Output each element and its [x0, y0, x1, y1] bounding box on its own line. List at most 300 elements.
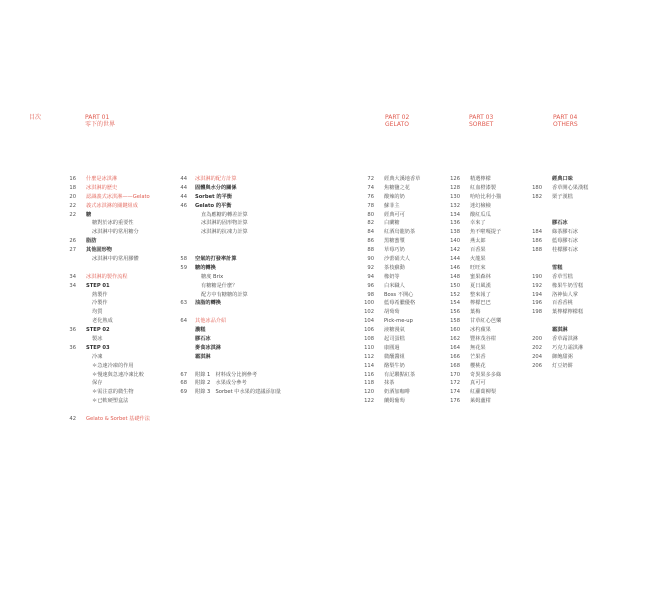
page-number: 154: [450, 300, 460, 307]
toc-entry: [62, 362, 174, 371]
toc-entry: [62, 184, 174, 193]
entry-title: 奶酒加咖啡: [384, 389, 410, 396]
page-number: 158: [450, 318, 460, 325]
toc-entry: [356, 255, 446, 264]
entry-title: 直為應糖的轉差計算: [201, 211, 248, 218]
toc-entry: [442, 211, 532, 220]
toc-entry: [442, 326, 532, 335]
toc-entry: [62, 228, 174, 237]
part-02-number: PART 02: [385, 114, 410, 121]
page-number: [62, 228, 76, 237]
entry-title: 附錄 1 材料成分比例參考: [195, 371, 258, 378]
toc-entry: [173, 353, 373, 362]
toc-entry: [62, 193, 174, 202]
entry-title: 認識義式冰淇淋——Gelato: [86, 193, 150, 200]
entry-title: 櫻桃花: [470, 362, 486, 369]
entry-title: 什麼是冰淇淋: [86, 176, 118, 182]
toc-entry: [356, 175, 446, 184]
page-number: 184: [532, 229, 542, 236]
toc-entry: [356, 202, 446, 211]
part-01-title: 零下的世界: [85, 121, 116, 128]
toc-entry: [356, 193, 446, 202]
toc-entry: [442, 379, 532, 388]
page-number: 76: [367, 193, 374, 200]
toc-entry: [62, 175, 174, 184]
page-number: [62, 406, 76, 415]
toc-entry: [62, 371, 174, 380]
entry-title: 膠石冰: [552, 220, 568, 227]
page-number: 67: [180, 371, 187, 378]
entry-title: Gelato 的平衡: [195, 202, 232, 209]
page-number: 186: [532, 238, 542, 245]
toc-entry: [524, 211, 624, 220]
page-number: 96: [367, 282, 374, 289]
toc-entry: [62, 299, 174, 308]
toc-entry: [62, 291, 174, 300]
page-number: 88: [367, 247, 374, 254]
toc-entry: [356, 397, 446, 406]
part-04-title: OTHERS: [553, 121, 578, 128]
entry-title: ＊需注意的微生物: [92, 389, 134, 396]
page-number: 138: [450, 229, 460, 236]
toc-entry: [442, 175, 532, 184]
part-01-heading: [85, 114, 115, 128]
toc-entry: [442, 299, 532, 308]
page-number: [173, 308, 187, 317]
entry-title: 濃糕: [195, 327, 206, 334]
page-number: 16: [69, 176, 76, 182]
page-number: 86: [367, 238, 374, 245]
entry-title: 膠石冰: [195, 336, 211, 343]
entry-title: 香草霜淇淋: [552, 336, 578, 343]
page-number: 34: [69, 282, 76, 289]
page-number: [173, 344, 187, 353]
toc-entry: [62, 415, 174, 424]
toc-entry: [442, 317, 532, 326]
toc-entry: [442, 397, 532, 406]
entry-title: 附錄 3 Sorbet 中水果的建議添加量: [195, 389, 281, 396]
entry-title: 葉梅: [470, 309, 481, 316]
page-number: 142: [450, 247, 460, 254]
page-number: [524, 317, 542, 326]
page-number: 116: [364, 371, 374, 378]
entry-title: 紅蘿蔔柳梨: [470, 389, 496, 396]
toc-entry: [62, 202, 174, 211]
part-04-number: PART 04: [553, 114, 578, 121]
toc-entry: [442, 371, 532, 380]
entry-title: 蘇菲主: [384, 202, 400, 209]
entry-title: 均質: [92, 309, 103, 316]
toc-entry: [356, 362, 446, 371]
toc-entry: [173, 202, 373, 211]
toc-entry: [524, 184, 624, 193]
page-number: 140: [450, 238, 460, 245]
page-number: 152: [450, 291, 460, 298]
entry-title: 桂檬膠石冰: [552, 247, 578, 254]
toc-entry: [356, 326, 446, 335]
page-number: 78: [367, 202, 374, 209]
toc-entry: [62, 273, 174, 282]
toc-entry: [442, 237, 532, 246]
entry-title: 沙蕾硝夫人: [384, 256, 410, 263]
toc-entry: [62, 219, 174, 228]
toc-entry: [356, 264, 446, 273]
toc-entry: [62, 211, 174, 220]
part-03-heading: [469, 114, 493, 128]
toc-entry: [442, 255, 532, 264]
toc-column-5: [524, 175, 624, 371]
entry-title: 百香果: [470, 247, 486, 254]
toc-entry: [173, 317, 373, 326]
entry-title: 起司蛋糕: [384, 336, 405, 343]
page-number: [173, 273, 187, 282]
toc-entry: [173, 175, 373, 184]
entry-title: 葉檸檬檸檬糕: [552, 309, 584, 316]
page-number: 27: [69, 247, 76, 254]
entry-title: ＊已軟硬塑盒法: [92, 398, 129, 405]
entry-title: 橡果牛奶雪糕: [552, 282, 584, 289]
page-number: 74: [367, 184, 374, 191]
toc-entry: [356, 317, 446, 326]
toc-entry: [442, 291, 532, 300]
page-number: 156: [450, 309, 460, 316]
toc-column-3: [356, 175, 446, 406]
entry-title: 糖對於冰的重要性: [92, 220, 134, 227]
entry-title: 精選檸檬: [470, 176, 491, 182]
page-number: 194: [532, 291, 542, 298]
toc-entry: [442, 202, 532, 211]
toc-entry: [62, 237, 174, 246]
toc-entry: [62, 388, 174, 397]
toc-entry: [62, 326, 174, 335]
page-number: 122: [364, 398, 374, 405]
toc-entry: [442, 282, 532, 291]
page-number: [62, 362, 76, 371]
entry-title: 百香香桃: [552, 300, 573, 307]
toc-entry: [524, 282, 624, 291]
page-number: 202: [532, 344, 542, 351]
page-number: 92: [367, 264, 374, 271]
toc-entry: [442, 219, 532, 228]
entry-title: Sorbet 的平衡: [195, 193, 232, 200]
toc-entry: [524, 308, 624, 317]
page-number: 102: [364, 309, 374, 316]
page-number: [173, 228, 187, 237]
page-number: 190: [532, 273, 542, 280]
page-number: 188: [532, 247, 542, 254]
page-number: 196: [532, 300, 542, 307]
toc-entry: [356, 335, 446, 344]
entry-title: 雪糕: [552, 264, 563, 271]
page-number: [173, 211, 187, 220]
entry-title: 冷凍: [92, 353, 103, 360]
page-number: 64: [180, 318, 187, 325]
toc-entry: [173, 246, 373, 255]
page-number: 72: [367, 176, 374, 182]
toc-entry: [524, 299, 624, 308]
toc-entry: [442, 193, 532, 202]
entry-title: 迷幻檢檢: [470, 202, 491, 209]
page-number: [173, 237, 187, 246]
toc-entry: [442, 308, 532, 317]
page-number: [173, 219, 187, 228]
page-number: 172: [450, 380, 460, 387]
page-number: 18: [69, 184, 76, 191]
toc-entry: [524, 326, 624, 335]
page-number: 58: [180, 256, 187, 263]
toc-entry: [442, 388, 532, 397]
entry-title: 康圓過: [384, 344, 400, 351]
toc-entry: [62, 264, 174, 273]
toc-entry: [356, 211, 446, 220]
page-number: 90: [367, 256, 374, 263]
page-number: [62, 291, 76, 300]
entry-title: 冰淇淋的抗凍力計算: [201, 229, 248, 236]
toc-entry: [356, 291, 446, 300]
toc-column-2: [173, 175, 373, 397]
toc-entry: [524, 317, 624, 326]
entry-title: 紅血橙漆製: [470, 184, 496, 191]
entry-title: 附錄 2 水果成分參考: [195, 380, 247, 387]
page-number: [173, 326, 187, 335]
toc-entry: [356, 228, 446, 237]
entry-title: 栗子漢糕: [552, 193, 573, 200]
part-03-number: PART 03: [469, 114, 494, 121]
page-number: [173, 335, 187, 344]
toc-entry: [173, 308, 373, 317]
entry-title: 藍莓希臘優格: [384, 300, 416, 307]
entry-title: 蘭姆葡萄: [384, 398, 405, 405]
page-number: 204: [532, 353, 542, 360]
toc-entry: [62, 282, 174, 291]
page-number: 130: [450, 193, 460, 200]
toc-entry: [173, 228, 373, 237]
toc-entry: [356, 184, 446, 193]
page-number: [173, 246, 187, 255]
page-number: 118: [364, 380, 374, 387]
entry-title: 魚不啦嘎提子: [470, 229, 502, 236]
toc-entry: [356, 237, 446, 246]
page-number: [173, 353, 187, 362]
page-number: 160: [450, 327, 460, 334]
toc-entry: [62, 246, 174, 255]
page-number: 104: [364, 318, 374, 325]
entry-title: 冰淇淋的配方計算: [195, 176, 237, 182]
page-number: [524, 264, 542, 273]
toc-entry: [524, 219, 624, 228]
entry-title: 油脂的轉換: [195, 300, 221, 307]
page-number: 200: [532, 336, 542, 343]
entry-title: 焦糖鹽之花: [384, 184, 410, 191]
page-number: 134: [450, 211, 460, 218]
page-number: 180: [532, 184, 542, 191]
entry-title: 保存: [92, 380, 103, 387]
page-number: 168: [450, 362, 460, 369]
page-number: 166: [450, 353, 460, 360]
toc-entry: [524, 193, 624, 202]
entry-title: 微醺醬組: [384, 353, 405, 360]
toc-entry: [62, 397, 174, 406]
entry-title: 巧克力霜淇淋: [552, 344, 584, 351]
toc-entry: [442, 264, 532, 273]
page-number: [524, 175, 542, 184]
entry-title: Boss 不開心: [384, 291, 414, 298]
page-number: [524, 202, 542, 211]
page-number: [524, 255, 542, 264]
entry-title: 茶枝蘇動: [384, 264, 405, 271]
toc-entry: [356, 379, 446, 388]
toc-entry: [173, 291, 373, 300]
entry-title: 紅酒烏龍奶茶: [384, 229, 416, 236]
entry-title: 冰淇淋的製作流程: [86, 273, 128, 280]
page-number: 100: [364, 300, 374, 307]
entry-title: ＊慢速與急速冷凍比較: [92, 371, 144, 378]
entry-title: 檸檬巴巴: [470, 300, 491, 307]
entry-title: 老化熟成: [92, 318, 113, 325]
part-02-title: GELATO: [385, 121, 409, 128]
entry-title: Pick-me-up: [384, 318, 413, 325]
toc-entry: [173, 371, 373, 380]
entry-title: 火龍果: [470, 256, 486, 263]
toc-entry: [356, 388, 446, 397]
toc-entry: [356, 282, 446, 291]
page-number: 46: [180, 202, 187, 209]
page-number: 144: [450, 256, 460, 263]
page-number: 108: [364, 336, 374, 343]
page-number: 69: [180, 389, 187, 396]
entry-title: 芒果香: [470, 353, 486, 360]
toc-entry: [173, 255, 373, 264]
toc-entry: [442, 362, 532, 371]
toc-entry: [524, 362, 624, 371]
toc-entry: [173, 264, 373, 273]
page-number: 36: [69, 344, 76, 351]
toc-entry: [173, 344, 373, 353]
toc-entry: [356, 371, 446, 380]
entry-title: 冰淇淋的固形物計算: [201, 220, 248, 227]
page-number: 94: [367, 273, 374, 280]
page-number: 192: [532, 282, 542, 289]
page-number: 84: [367, 229, 374, 236]
entry-title: 整來報了: [470, 291, 491, 298]
page-number: [173, 291, 187, 300]
entry-title: 抹茶: [384, 380, 395, 387]
page-number: 22: [69, 202, 76, 209]
entry-title: 真可可: [470, 380, 486, 387]
entry-title: 糖度 Brix: [201, 273, 224, 280]
toc-entry: [356, 219, 446, 228]
toc-entry: [524, 202, 624, 211]
toc-entry: [442, 246, 532, 255]
page-number: [62, 255, 76, 264]
entry-title: 經典口味: [552, 176, 573, 182]
toc-entry: [524, 264, 624, 273]
entry-title: 綠茶膠石冰: [552, 229, 578, 236]
toc-entry: [173, 282, 373, 291]
page-number: 182: [532, 193, 542, 200]
page-number: 106: [364, 327, 374, 334]
entry-title: 酸辣的奶: [384, 193, 405, 200]
page-number: 206: [532, 362, 542, 369]
entry-title: 草莓巧奶: [384, 247, 405, 254]
entry-title: 灯豆奶餅: [552, 362, 573, 369]
toc-entry: [62, 344, 174, 353]
toc-entry: [62, 255, 174, 264]
toc-label: 目次: [29, 114, 42, 121]
page-number: 68: [180, 380, 187, 387]
entry-title: 無花果: [470, 344, 486, 351]
entry-title: 豐林茂谷柑: [470, 336, 496, 343]
toc-entry: [356, 308, 446, 317]
page-number: 146: [450, 264, 460, 271]
toc-entry: [356, 299, 446, 308]
entry-title: 冰淇淋中的常用膠體: [92, 256, 139, 263]
toc-entry: [524, 175, 624, 184]
page-number: 112: [364, 353, 374, 360]
page-number: 162: [450, 336, 460, 343]
entry-title: 幸來了: [470, 220, 486, 227]
toc-entry: [524, 246, 624, 255]
part-02-heading: [385, 114, 409, 128]
toc-entry: [442, 228, 532, 237]
toc-column-4: [442, 175, 532, 406]
entry-title: 熱製作: [92, 291, 108, 298]
page-number: 164: [450, 344, 460, 351]
toc-entry: [524, 335, 624, 344]
toc-entry: [173, 273, 373, 282]
page-number: [62, 317, 76, 326]
page-number: 44: [180, 184, 187, 191]
toc-entry: [173, 237, 373, 246]
entry-title: 白米職人: [384, 282, 405, 289]
page-number: [524, 219, 542, 228]
entry-title: 藍莓膠石冰: [552, 238, 578, 245]
page-number: 132: [450, 202, 460, 209]
entry-title: 經典大溪地香草: [384, 176, 421, 182]
entry-title: 香草開心果漢糕: [552, 184, 589, 191]
page-number: 174: [450, 389, 460, 396]
entry-title: 旺旺來: [470, 264, 486, 271]
toc-entry: [356, 273, 446, 282]
entry-title: 夏日風漢: [470, 282, 491, 289]
toc-entry: [442, 184, 532, 193]
entry-title: Gelato & Sorbet 基礎作法: [86, 416, 150, 423]
page-number: 36: [69, 327, 76, 334]
entry-title: 酸紅瓜瓜: [470, 211, 491, 218]
toc-entry: [173, 362, 373, 371]
toc-entry: [442, 344, 532, 353]
page-number: [173, 362, 187, 371]
page-number: [62, 335, 76, 344]
page-number: 63: [180, 300, 187, 307]
page-number: 128: [450, 184, 460, 191]
page-number: [62, 353, 76, 362]
entry-title: 萊姆蘆柑: [470, 398, 491, 405]
toc-entry: [62, 317, 174, 326]
page-number: 44: [180, 193, 187, 200]
page-number: 170: [450, 371, 460, 378]
toc-entry: [62, 335, 174, 344]
page-number: 26: [69, 238, 76, 245]
entry-title: 固體與水分的關係: [195, 184, 237, 191]
toc-entry: [524, 291, 624, 300]
entry-title: 糖: [86, 211, 92, 218]
entry-title: 有糖糖是什麼？: [201, 282, 238, 289]
toc-entry: [173, 211, 373, 220]
toc-entry: [442, 273, 532, 282]
entry-title: 香草雪糕: [552, 273, 573, 280]
entry-title: 黑糖蜜漿: [384, 238, 405, 245]
